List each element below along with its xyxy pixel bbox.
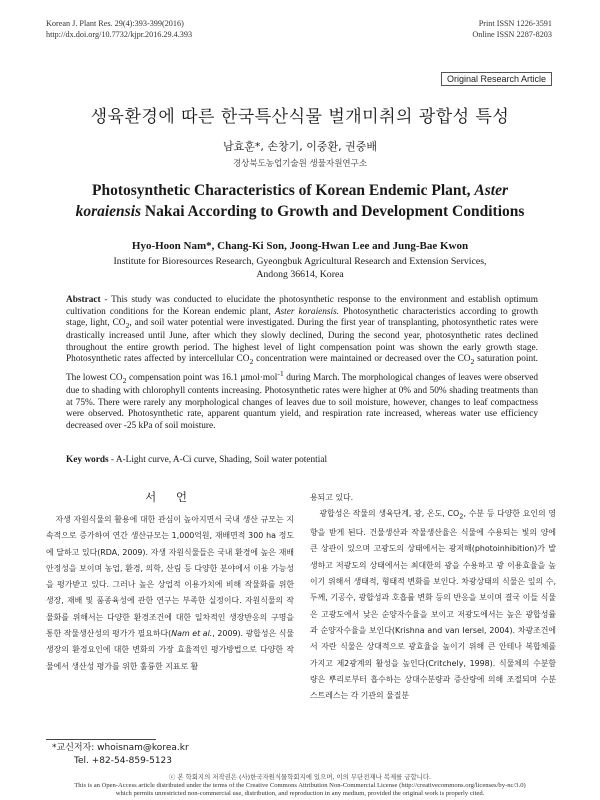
- abstract-text: during March. The morphological changes of leaves were observed due to shading with chlorophyll contents increasing. Photosynthetic rates were higher at 0% and 50% shading treatments than at 75%. There were rarely any morphological changes of leaves due to soil moisture, however, changes to leaf compactness were observed. Photosynthetic rate, apparent quantum yield, and respiration rate increased, whereas water use efficiency decreased over -25 kPa of soil moisture.: [66, 372, 538, 431]
- paragraph-text: , 2009). 광합성은 식물생장의 환경요인에 대한 변화의 가장 효율적인 평가방법으로 다양한 작물에서 생산성 평가를 위한 훌륭한 지표로 활: [46, 629, 294, 671]
- body-column-right: [310, 490, 556, 704]
- license-notice: [40, 782, 560, 798]
- abstract-text: , and soil water potential were investigated. During the first year of transplanting, photosynthetic rates were drastically increased until June, after which they slowly declined, During the second year, photosynthetic rates declined throughout the entire growth period. The highest level of light compensation point was shown the early growth stage. Photosynthetic rates affected by intercellular CO: [66, 318, 538, 365]
- abstract-text: saturation point. The lowest CO: [66, 354, 538, 383]
- article-type-badge: Original Research Article: [441, 72, 552, 86]
- journal-citation: Korean J. Plant Res. 29(4):393-399(2016): [46, 19, 184, 28]
- paragraph-text: , 수분 등 다양한 요인의 영향을 받게 된다. 건물생산과 작물생산율은 식물에 수용되는 빛의 양에 큰 상관이 있으며 고광도의 상태에서는 광저해(photoinhibition)가 발생하고 저광도의 상태에서는 최대한의 광을 수용하고 광 이용효율을 높이기 위해서 생태적, 형태적 변화를 보인다. 차광상태의 식물은 잎의 수, 두께, 기공수, 광합성과 호흡률 변화 등의 반응을 보이며 결국 이들 식물은 고광도에서 낮은 순양자수율을 보이고 저광도에서는 높은 광합성률과 순양자수율을 보인다(Krishna and van Iersel, 2004). 차광조건에서 자란 식물은 상대적으로 광효율을 높이기 위해 큰 안테나 복합체를 가지고 제2광계의 활성을 높인다(Critchely, 1998). 식물체의 수분함량은 뿌리로부터 흡수하는 상대수분량과 증산량에 의해 조절되며 수분스트레스는 각 기관의 물질분: [310, 509, 556, 701]
- corresponding-phone: Tel. +82-54-859-5123: [74, 756, 172, 766]
- keywords: [66, 455, 538, 465]
- corresponding-email[interactable]: *교신저자: whoisnam@korea.kr: [52, 743, 189, 753]
- affiliation-korean: 경상북도농업기술원 생물자원연구소: [232, 159, 368, 169]
- paragraph: [46, 512, 294, 675]
- journal-header: [46, 18, 192, 40]
- abstract-label: Abstract: [66, 295, 101, 305]
- keywords-text: - A-Light curve, A-Ci curve, Shading, Soil water potential: [108, 455, 328, 465]
- authors-english: Hyo-Hoon Nam*, Chang-Ki Son, Joong-Hwan Lee and Jung-Bae Kwon: [131, 240, 469, 252]
- subscript: 2: [459, 512, 464, 521]
- authors-korean: 남효훈*, 손창기, 이중환, 권중배: [223, 140, 377, 153]
- online-issn: Online ISSN 2287-8203: [472, 30, 552, 39]
- print-issn: Print ISSN 1226-3591: [478, 19, 552, 28]
- subscript: 2: [125, 320, 130, 330]
- issn-block: [472, 18, 552, 40]
- keywords-label: Key words: [66, 455, 109, 465]
- affiliation-line-1: Institute for Bioresources Research, Gyeongbuk Agricultural Research and Extension Services,: [113, 256, 487, 267]
- subscript: 2: [122, 375, 127, 385]
- affiliation-line-2: Andong 36614, Korea: [256, 268, 344, 280]
- abstract-text: - This study was conducted to elucidate the photosynthetic response to the environment and establish optimum cultivation conditions for the Korean endemic plant,: [66, 295, 538, 317]
- title-part-1: Photosynthetic Characteristics of Korean Endemic Plant,: [91, 182, 475, 199]
- paragraph-text: 광합성은 작물의 생육단계, 광, 온도, CO: [319, 509, 460, 519]
- abstract-species: Aster koraiensis.: [274, 306, 340, 317]
- paragraph-text: 자생 자원식물의 활용에 대한 관심이 높아지면서 국내 생산 규모는 지속적으로 증가하여 연간 생산규모는 1,000억원, 재배면적 300 ha 정도에 달하고 있다(RDA, 2009). 자생 자원식물들은 국내 환경에 높은 재배안정성을 보이며 농업, 환경, 의학, 산림 등 다양한 분야에서 이용 가능성을 평가받고 있다. 그러나 높은 상업적 이용가치에 비해 작물화를 위한 생장, 재배 및 품종육성에 관한 연구는 부족한 실정이다. 자원식물의 작물화를 위해서는 다양한 환경조건에 대한 일차적인 생장반응의 구명을 통한 작물생산성의 평가가 필요하다(: [46, 515, 294, 639]
- subscript: 2: [470, 357, 475, 367]
- copyright-notice: ⓒ 본 학회지의 저작권은 (사)한국자원식물학회지에 있으며, 이의 무단전재나 복제를 금합니다.: [168, 773, 432, 781]
- title-english: [60, 180, 540, 222]
- section-heading-introduction: 서 언: [145, 490, 195, 504]
- doi-link[interactable]: http://dx.doi.org/10.7732/kjpr.2016.29.4.393: [46, 30, 193, 39]
- affiliation-english: [80, 256, 520, 281]
- abstract-text: compensation point was 16.1 μmol·mol: [126, 372, 278, 383]
- license-line-2: which permits unrestricted non-commercial use, distribution, and reproduction in any medium, provided the original work is properly cited.: [115, 790, 485, 797]
- title-korean: 생육환경에 따른 한국특산식물 벌개미취의 광합성 특성: [90, 107, 510, 127]
- subscript: 2: [249, 357, 254, 367]
- footnote-divider: [46, 739, 156, 740]
- paragraph: 용되고 있다.: [310, 493, 354, 502]
- corresponding-author-footnote: [52, 742, 189, 768]
- abstract-text: Photosynthetic characteristics according to growth stage, light, CO: [66, 306, 538, 328]
- title-part-2: Nakai According to Growth and Development Conditions: [141, 203, 525, 220]
- abstract: [66, 295, 538, 432]
- abstract-text: concentration were maintained or decreased over the CO: [253, 354, 471, 365]
- superscript: -1: [277, 368, 284, 378]
- body-column-left: [46, 512, 294, 675]
- license-line-1: This is an Open-Access article distributed under the terms of the Creative Commons Attribution Non-Commercial License (http://creativecommons.org/licenses/by-nc/3.0): [74, 782, 526, 789]
- title-species: Aster koraiensis: [75, 182, 509, 220]
- paragraph: [310, 506, 556, 704]
- citation-italic: Nam et al.: [171, 629, 213, 639]
